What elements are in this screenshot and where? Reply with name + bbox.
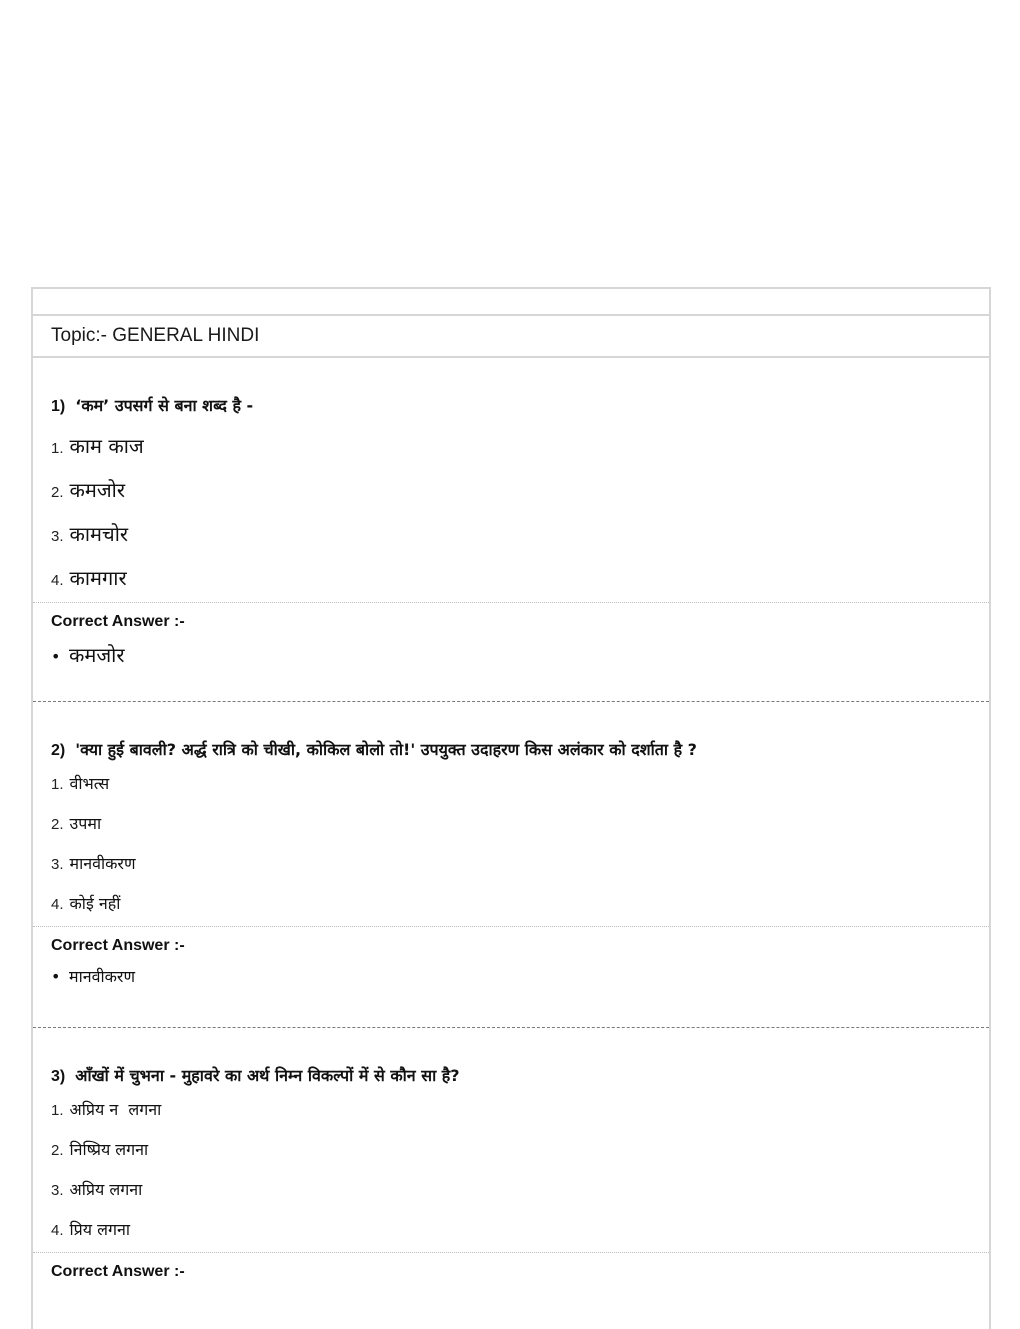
question-1 [33, 358, 989, 602]
option-number: 3. [51, 528, 64, 545]
question-3-number: 3) [51, 1068, 66, 1085]
header-blank-row [33, 289, 989, 316]
question-3-option-3 [51, 1178, 989, 1218]
question-2-option-3 [51, 852, 989, 892]
question-3-option-2 [51, 1138, 989, 1178]
question-1-answer [33, 641, 989, 701]
question-1-option-1 [51, 432, 989, 476]
option-text: कामचोर [69, 522, 129, 546]
option-number: 1. [51, 1102, 64, 1119]
question-1-text: ‘कम’ उपसर्ग से बना शब्द है - [75, 396, 254, 415]
option-text: कोई नहीं [69, 894, 121, 913]
question-1-title [51, 394, 989, 416]
question-2-number: 2) [51, 742, 66, 759]
option-number: 2. [51, 1142, 64, 1159]
question-2 [33, 702, 989, 926]
option-number: 2. [51, 484, 64, 501]
option-number: 4. [51, 896, 64, 913]
option-text: कमजोर [69, 478, 126, 502]
question-2-option-1 [51, 772, 989, 812]
question-3-title [51, 1064, 989, 1086]
question-1-answer-label: Correct Answer :- [51, 613, 185, 630]
question-paper [31, 287, 991, 1329]
question-2-option-4 [51, 892, 989, 926]
option-number: 1. [51, 776, 64, 793]
option-text: मानवीकरण [69, 854, 136, 873]
option-text: अप्रिय लगना [69, 1180, 143, 1199]
question-2-answer-label: Correct Answer :- [51, 937, 185, 954]
option-text: निष्प्रिय लगना [69, 1140, 149, 1159]
question-2-title [51, 738, 989, 760]
question-3-answer-label: Correct Answer :- [51, 1263, 185, 1280]
question-1-option-3 [51, 520, 989, 564]
option-text: प्रिय लगना [69, 1220, 131, 1239]
question-2-answer [33, 965, 989, 1027]
option-text: वीभत्स [69, 774, 110, 793]
topic-heading: Topic:- GENERAL HINDI [33, 316, 989, 358]
question-1-option-4 [51, 564, 989, 602]
question-1-option-2 [51, 476, 989, 520]
option-text: उपमा [69, 814, 102, 833]
option-text: अप्रिय न लगना [69, 1100, 162, 1119]
option-text: कामगार [69, 566, 127, 590]
option-number: 2. [51, 816, 64, 833]
question-2-text: 'क्या हुई बावली? अर्द्ध रात्रि को चीखी, कोकिल बोलो तो!' उपयुक्त उदाहरण किस अलंकार को दर्शाता है ? [75, 740, 697, 759]
answer-text: मानवीकरण [69, 967, 136, 986]
question-3-option-1 [51, 1098, 989, 1138]
option-number: 4. [51, 572, 64, 589]
answer-text: कमजोर [69, 643, 125, 667]
option-text: काम काज [69, 434, 144, 458]
question-2-option-2 [51, 812, 989, 852]
question-1-number: 1) [51, 398, 66, 415]
bullet-icon: • [51, 647, 61, 666]
question-3-option-4 [51, 1218, 989, 1252]
option-number: 3. [51, 856, 64, 873]
option-number: 4. [51, 1222, 64, 1239]
question-3 [33, 1028, 989, 1252]
question-3-text: आँखों में चुभना - मुहावरे का अर्थ निम्न विकल्पों में से कौन सा है? [75, 1066, 460, 1085]
bullet-icon: • [51, 967, 61, 986]
option-number: 1. [51, 440, 64, 457]
option-number: 3. [51, 1182, 64, 1199]
